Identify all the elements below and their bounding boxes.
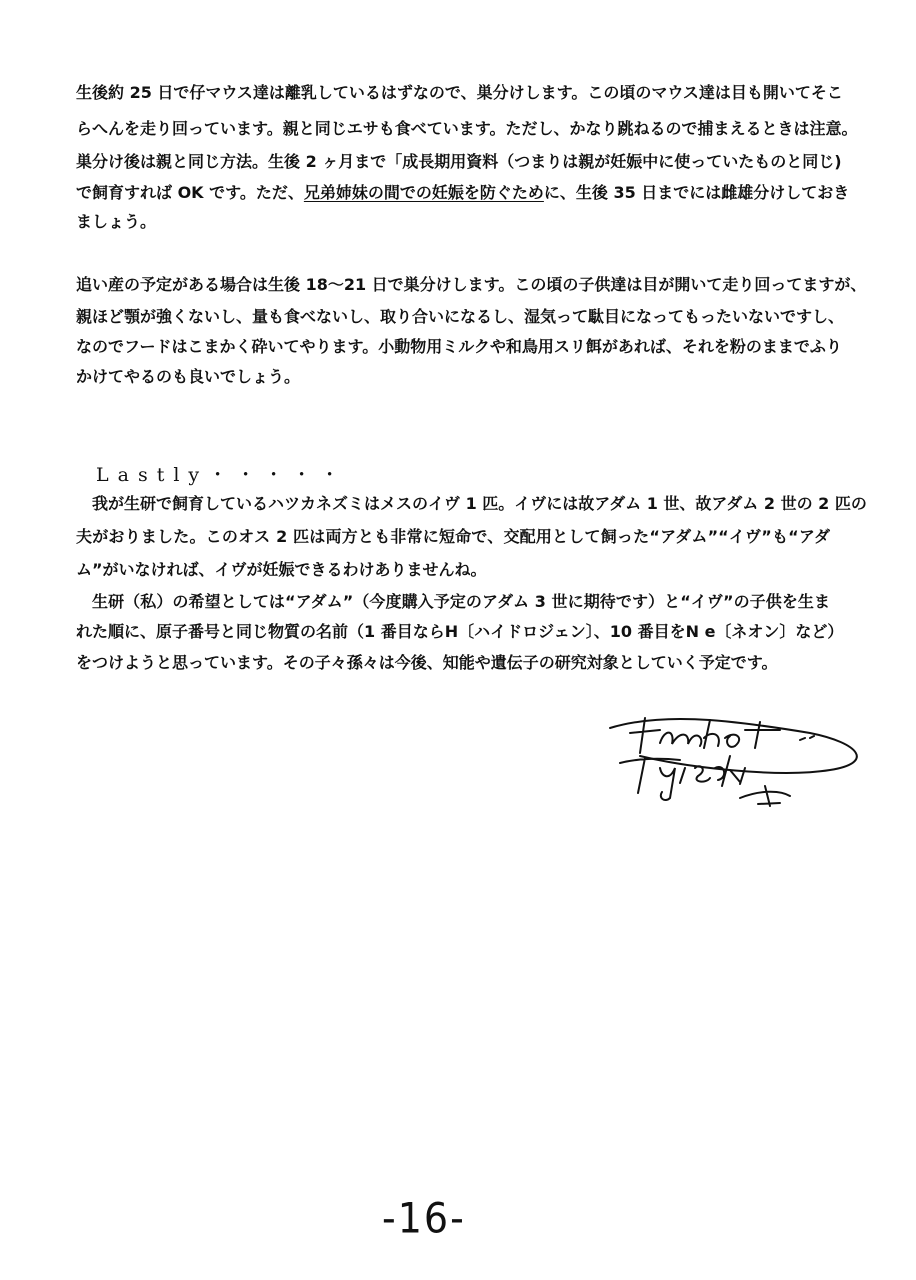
p3-line-2: 夫がおりました。このオス 2 匹は両方とも非常に短命で、交配用として飼った“アダム”“イヴ”も“アダ	[76, 527, 830, 546]
p1-line-5: ましょう。	[76, 212, 157, 231]
p4-line-2: れた順に、原子番号と同じ物質の名前（1 番目ならH〔ハイドロジェン〕、10 番目をN e〔ネオン〕など）	[76, 622, 844, 641]
p2-line-1: 追い産の予定がある場合は生後 18～21 日で巣分けします。この頃の子供達は目が開いて走り回ってますが、	[76, 275, 867, 294]
p1-line-1: 生後約 25 日で仔マウス達は離乳しているはずなので、巣分けします。この頃のマウス達は目も開いてそこ	[76, 83, 843, 102]
p1-line-2: らへんを走り回っています。親と同じエサも食べています。ただし、かなり跳ねるので捕まえるときは注意。	[76, 119, 858, 138]
page-number: -16-	[382, 1193, 466, 1243]
p1-line-4	[76, 183, 850, 203]
p2-line-3: なのでフードはこまかく砕いてやります。小動物用ミルクや和鳥用スリ餌があれば、それを粉のままでふり	[76, 337, 842, 356]
p2-line-4: かけてやるのも良いでしょう。	[76, 367, 301, 386]
section-heading: Lastly・・・・・	[96, 464, 349, 486]
underlined-text: 兄弟姉妹の間での妊娠を防ぐため	[303, 183, 544, 202]
handwritten-signature	[600, 708, 880, 808]
p1-line-3: 巣分け後は親と同じ方法。生後 2 ヶ月まで「成長期用資料（つまりは親が妊娠中に使っていたものと同じ)	[76, 152, 842, 171]
p4-line-3: をつけようと思っています。その子々孫々は今後、知能や遺伝子の研究対象としていく予定です。	[76, 653, 778, 672]
text: で飼育すれば OK です。ただ、	[76, 183, 304, 202]
p3-line-1: 我が生研で飼育しているハツカネズミはメスのイヴ 1 匹。イヴには故アダム 1 世、故アダム 2 世の 2 匹の	[92, 494, 867, 513]
p2-line-2: 親ほど顎が強くないし、量も食べないし、取り合いになるし、湿気って駄目になってもったいないですし、	[76, 307, 845, 326]
text: に、生後 35 日までには雌雄分けしておき	[543, 183, 850, 202]
p3-line-3: ム”がいなければ、イヴが妊娠できるわけありませんね。	[76, 560, 487, 579]
p4-line-1: 生研（私）の希望としては“アダム”（今度購入予定のアダム 3 世に期待です）と“イヴ”の子供を生ま	[92, 592, 830, 611]
